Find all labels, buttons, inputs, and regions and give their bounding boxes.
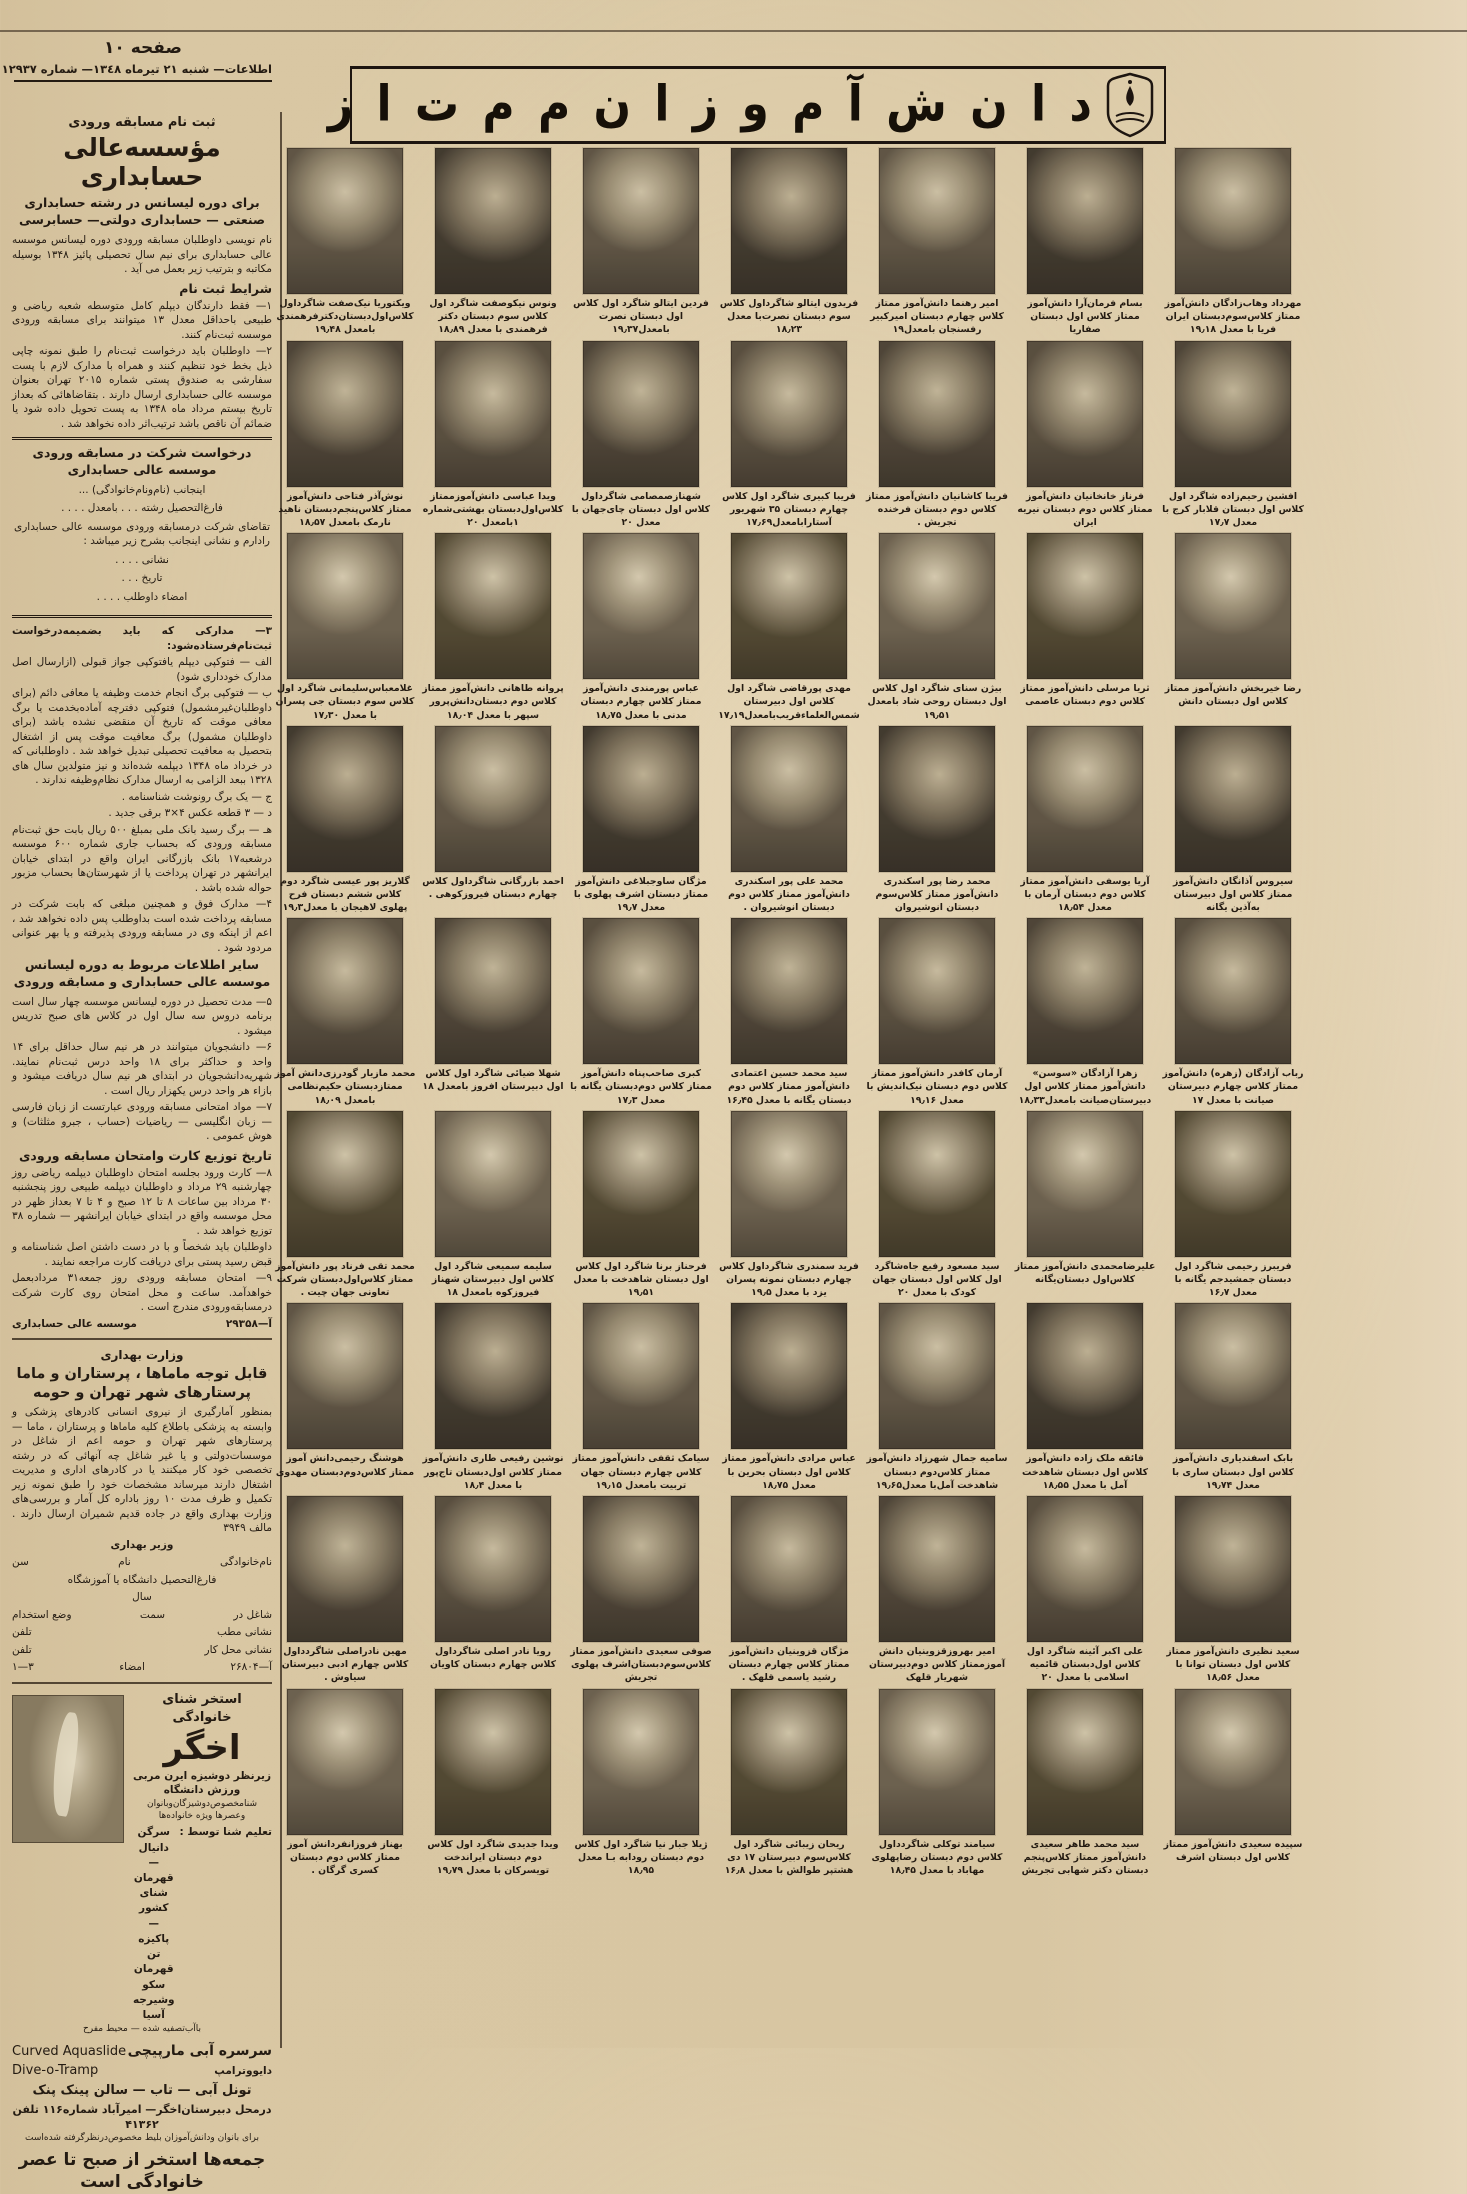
documents-section [12, 624, 272, 1331]
top-rule [0, 30, 1467, 32]
student-caption: هوشنگ رحیمی‌دانش آموز ممتاز کلاس‌دوم‌دبستان مهدوی [275, 1453, 415, 1478]
student-cell [866, 918, 1008, 1107]
form-line: اینجانب (نام‌ونام‌خانوادگی) ... [78, 484, 206, 496]
student-cell [274, 533, 416, 722]
student-photo [1027, 1496, 1143, 1642]
student-cell [1162, 918, 1304, 1107]
student-cell [570, 341, 712, 530]
student-caption: محمد رضا پور اسکندری دانش‌آموز ممتاز کلاس‌سوم دبستان انوشیروان [875, 875, 999, 914]
student-cell [570, 1111, 712, 1300]
info-item: ۸— کارت ورود بجلسه امتحان داوطلبان دیپلمه ریاضی روز چهارشنبه ۲۹ مرداد و داوطلبان دیپلمه طبیعی روز پنجشنبه ۳۰ مرداد بین ساعات ۸ تا ۱۲ صبح و ۴ تا ۷ بعداز ظهر در محل موسسه واقع در ابتدای خیابان ایرانشهر — شماره ۳۸ توزیع خواهد شد . [12, 1166, 272, 1237]
student-cell [1162, 1111, 1304, 1300]
student-caption: ویدا جدیدی شاگرد اول کلاس دوم دبستان ایراندخت تویسرکان با معدل ۱۹٫۷۹ [427, 1838, 559, 1876]
student-photo [879, 1303, 995, 1449]
student-caption: محمد مازیار گودرزی‌دانش آموز ممتازدبستان حکیم‌نظامی بامعدل ۱۸٫۰۹ [274, 1068, 416, 1106]
student-caption: آریا یوسفی دانش‌آموز ممتاز کلاس دوم دبستان آرمان با معدل ۱۸٫۵۴ [1020, 875, 1150, 914]
student-caption: امیر رهنما دانش‌آموز ممتاز کلاس چهارم دبستان امیرکبیر رفسنجان بامعدل۱۹ [870, 298, 1004, 336]
student-cell [866, 726, 1008, 915]
student-photo [287, 726, 403, 872]
accounting-intro: نام نویسی داوطلبان مسابقه ورودی دوره لیسانس موسسه عالی حسابداری برای نیم سال تحصیلی پائیز ۱۳۴۸ بوسیله مکاتبه و بترتیب زیر بعمل می آید . [12, 234, 272, 276]
student-photo [287, 341, 403, 487]
student-photo [435, 1111, 551, 1257]
student-cell [422, 148, 564, 337]
student-cell [718, 1303, 860, 1492]
student-photo [287, 918, 403, 1064]
form-line: فارغ‌التحصیل رشته . . . بامعدل . . . . [61, 502, 223, 515]
student-cell [866, 1303, 1008, 1492]
student-photo [731, 1689, 847, 1835]
student-photo [583, 1496, 699, 1642]
student-cell [274, 148, 416, 337]
student-photo [583, 533, 699, 679]
student-cell [866, 148, 1008, 337]
student-cell [422, 726, 564, 915]
application-form-box [12, 437, 272, 618]
student-cell [718, 726, 860, 915]
ministry-name: وزارت بهداری [100, 1348, 184, 1363]
document-item: ج — یک برگ رونوشت شناسنامه . [121, 790, 272, 803]
form-field-label: سن [12, 1556, 29, 1569]
student-cell [422, 1689, 564, 1878]
student-photo [879, 148, 995, 294]
student-cell [718, 1111, 860, 1300]
form-field-label: نام‌خانوادگی [219, 1556, 272, 1569]
student-cell [1162, 148, 1304, 337]
document-item: ب — فتوکپی برگ انجام خدمت وظیفه یا معافی دائم (برای داوطلبان‌غیرمشمول) فتوکپی دفترچه آماده‌بخدمت یا برگ معافی موقت که تاریخ آن منقضی نشده باشد (برای داوطلبان مشمول) برگ معافیت موقت پس از اشتغال بتحصیل به معافیت تحصیلی تبدیل خواهد شد . داوطلبانی که در خرداد ماه ۱۳۴۸ دیپلمه شده‌اند و نیز متولدین سال های ۱۳۲۸ ببعد الزامی به ارسال مدارک نظام‌وظیفه ندارند . [12, 687, 272, 787]
student-photo [583, 726, 699, 872]
document-item: ۴— مدارک فوق و همچنین مبلغی که بابت شرکت در مسابقه پرداخت شده است بداوطلب پس داده نخواهد شد ، اعم از اینکه وی در مسابقه ورودی پذیرفته و یا بهر عنوانی مردود شود . [12, 898, 272, 954]
student-caption: ونوس نیکوصفت شاگرد اول کلاس سوم دبستان دکتر فرهمندی با معدل ۱۸٫۸۹ [429, 298, 557, 336]
student-photo [287, 1111, 403, 1257]
page-number: صفحه ۱۰ [104, 38, 182, 58]
condition-item: ۱— فقط دارندگان دیپلم کامل متوسطه شعبه ریاضی و طبیعی باحداقل معدل ۱۳ میتوانند برای مسابقه ورودی موسسه ثبت‌نام کنند. [12, 299, 272, 341]
student-cell [1014, 1303, 1156, 1492]
student-caption: ثریا مرسلی دانش‌آموز ممتاز کلاس دوم دبستان عاصمی [1020, 683, 1150, 708]
student-photo [1027, 1303, 1143, 1449]
student-caption: سلیمه سمیعی شاگرد اول کلاس اول دبیرستان شهناز فیروزکوه بامعدل ۱۸ [431, 1260, 555, 1299]
student-photo [879, 726, 995, 872]
student-cell [718, 1496, 860, 1685]
student-caption: علیرضامحمدی دانش‌آموز ممتاز کلاس‌اول دبستان‌یگانه [1014, 1260, 1156, 1285]
student-caption: افشین رحیم‌زاده شاگرد اول کلاس اول دبستان قلابار کرج با معدل ۱۷٫۷ [1162, 490, 1304, 528]
form-field-label: تلفن [12, 1643, 32, 1656]
conditions-heading: شرایط ثبت نام [179, 280, 272, 296]
student-caption: مژگان ساوجبلاغی دانش‌آموز ممتاز دبستان اشرف پهلوی با معدل ۱۹٫۷ [573, 875, 709, 914]
student-photo [731, 1111, 847, 1257]
form-field-label: نشانی محل کار [204, 1643, 272, 1656]
document-item: هـ — برگ رسید بانک ملی بمبلغ ۵۰۰ ریال بابت حق ثبت‌نام مسابقه ورودی که بحساب جاری شماره ۶۰۰ موسسه درشعبه۱۷ بانک بازرگانی ایران واقع در ابتدای خیابان ایرانشهر در تهران پرداخت یا از شهرستان‌ها بحساب مزبور حواله شده باشد . [12, 823, 272, 894]
student-caption: سید محمد حسین اعتمادی دانش‌آموز ممتاز کلاس دوم دبستان یگانه با معدل ۱۶٫۴۵ [726, 1068, 852, 1106]
student-photo [731, 918, 847, 1064]
student-caption: شهلا ضیائی شاگرد اول کلاس اول دبیرستان افروز بامعدل ۱۸ [422, 1068, 564, 1093]
student-cell [1162, 726, 1304, 915]
student-photo [435, 148, 551, 294]
student-cell [1162, 1496, 1304, 1685]
page-title: د ا ن ش آ م و ز ا ن م م ت ا ز [327, 75, 1092, 133]
divetramp-label-en: Dive-o-Tramp [12, 2062, 99, 2078]
student-photo [583, 148, 699, 294]
student-cell [274, 1111, 416, 1300]
student-caption: نوشین رفیعی طاری دانش‌آموز ممتاز کلاس اول‌دبستان تاج‌پور با معدل ۱۸٫۴ [422, 1453, 564, 1491]
pool-features [12, 2042, 272, 2194]
document-item: الف — فتوکپی دیپلم یافتوکپی جواز قبولی (ازارسال اصل مدارک خودداری شود) [12, 656, 272, 683]
student-photo [1175, 1111, 1291, 1257]
student-cell [1014, 918, 1156, 1107]
student-cell [570, 1689, 712, 1878]
form-field-label: امضاء [119, 1661, 145, 1674]
pool-features-line: تونل آبی — تاب — سالن پینک پنک [32, 2082, 252, 2098]
student-caption: سیامک ثقفی دانش‌آموز ممتاز کلاس چهارم دبستان جهان تربیت بامعدل ۱۹٫۱۵ [572, 1453, 710, 1491]
student-photo [731, 1303, 847, 1449]
accounting-notice [12, 114, 272, 431]
student-photo [1027, 1689, 1143, 1835]
form-line: نشانی . . . . [115, 553, 169, 566]
student-caption: سید مسعود رفیع جاه‌شاگرد اول کلاس اول دبستان جهان کودک با معدل ۲۰ [872, 1260, 1002, 1299]
student-caption: سپیده سعیدی دانش‌آموز ممتاز کلاس اول دبستان اشرف [1163, 1838, 1303, 1863]
student-photo [731, 341, 847, 487]
student-caption: سید محمد طاهر سعیدی دانش‌آموز ممتاز کلاس‌پنجم دبستان دکتر شهابی تجریش [1021, 1838, 1149, 1876]
form-line: امضاء داوطلب . . . . [96, 590, 188, 603]
student-photo [1175, 533, 1291, 679]
akhgar-subtitle: زیرنظر دوشیزه ایرن مربی ورزش دانشگاه [132, 1769, 272, 1797]
student-caption: صوفی سعیدی دانش‌آموز ممتاز کلاس‌سوم‌دبستان‌اشرف پهلوی تجریش [570, 1645, 712, 1684]
health-notice-body: بمنظور آمارگیری از نیروی انسانی کادرهای پزشکی و وابسته به پزشکی باطلاع کلیه ماماها و پرستاران ، ماما — پرستارهای شهر تهران و حومه اعم از شاغل در موسسات‌دولتی و یا غیر شاغل چه آنهائی که در رشته تخصصی خود کار میکنند یا در کادرهای اداری و مدیریت اشتغال دارند میرساند مشخصات خود را طبق نمونه زیر تکمیل و ظرف مدت ۱۰ روز باداره کل آمار و بررسی‌های وزارت بهداری واقع در جاده قدیم شمیران ارسال دارند . مالف ۳۹۴۹ [12, 1406, 273, 1535]
student-cell [422, 533, 564, 722]
student-cell [274, 1303, 416, 1492]
student-cell [718, 533, 860, 722]
student-photo [731, 1496, 847, 1642]
student-photo [1027, 341, 1143, 487]
student-caption: فریدون ایتالو شاگرداول کلاس سوم دبستان نصرت‌با معدل ۱۸٫۲۳ [719, 298, 859, 336]
info-item: ۹— امتحان مسابقه ورودی روز جمعه۳۱ مردادبعمل خواهدآمد. ساعت و محل امتحان روی کارت شرکت درمسابقه‌ورودی مندرج است . [12, 1272, 272, 1314]
student-cell [866, 341, 1008, 530]
student-cell [1162, 341, 1304, 530]
student-photo [1175, 148, 1291, 294]
student-photo [1175, 1496, 1291, 1642]
water-note: باآب‌تصفیه شده — محیط مفرح [82, 2024, 202, 2035]
student-cell [866, 1689, 1008, 1878]
student-photo [435, 726, 551, 872]
student-photo [879, 918, 995, 1064]
student-photo [1027, 726, 1143, 872]
student-caption: امیر بهروزقزوینیان دانش آموزممتاز کلاس دوم‌دبیرستان شهریار قلهک [868, 1645, 1006, 1684]
student-photo [287, 533, 403, 679]
form-line: تاریخ . . . [121, 572, 163, 585]
form-field-label: شاغل در [233, 1608, 272, 1621]
student-photo [287, 148, 403, 294]
section-divider [12, 1682, 272, 1684]
student-caption: بهناز فروزانفردانش آموز ممتاز کلاس دوم دبستان کسری گرگان . [287, 1838, 403, 1876]
form-field-label: تلفن [12, 1626, 32, 1639]
student-caption: ویدا عباسی دانش‌آموزممتاز کلاس‌اول‌دبستان بهشتی‌شماره ۱بامعدل ۲۰ [422, 490, 564, 528]
student-photo [879, 1496, 995, 1642]
student-cell [570, 148, 712, 337]
student-cell [866, 1496, 1008, 1685]
pool-address: درمحل دبیرستان‌اخگر— امیرآباد شماره۱۱۶ تلفن ۴۱۳۶۲ [12, 2102, 272, 2131]
student-caption: زهرا آزادگان «سوسن» دانش‌آموز ممتاز کلاس اول دبیرستان‌صیانت بامعدل۱۸٫۳۳ [1018, 1068, 1152, 1106]
form-field-label: فارغ‌التحصیل دانشگاه یا آموزشگاه [67, 1573, 217, 1586]
student-cell [866, 1111, 1008, 1300]
form-field-label: نام [118, 1556, 131, 1569]
student-photo [731, 726, 847, 872]
student-cell [718, 918, 860, 1107]
student-cell [1162, 1689, 1304, 1878]
students-grid [274, 148, 1304, 1877]
student-caption: نوش‌آذر فتاحی دانش‌آموز ممتاز کلاس‌پنجم‌دبستان ناهید نارمک بامعدل ۱۸٫۵۷ [278, 490, 412, 528]
student-caption: غلامعباس‌سلیمانی شاگرد اول کلاس سوم دبستان جی پسران با معدل ۱۷٫۳۰ [275, 683, 415, 721]
student-photo [583, 1689, 699, 1835]
student-photo [1027, 533, 1143, 679]
student-caption: فریبا کاشانیان دانش‌آموز ممتاز کلاس دوم دبستان فرخنده تجریش . [866, 490, 1008, 528]
student-cell [1014, 1496, 1156, 1685]
student-photo [583, 1303, 699, 1449]
student-caption: محمد تقی فرناد پور دانش‌آموز ممتاز کلاس‌اول‌دبستان شرکت تعاونی جهان چیت . [275, 1260, 415, 1299]
student-caption: عباس مرادی دانش‌آموز ممتاز کلاس اول دبستان بحرین با معدل ۱۸٫۷۵ [722, 1453, 856, 1491]
student-photo [583, 918, 699, 1064]
student-caption: مهین نادراصلی شاگردداول کلاس چهارم ادبی دبیرستان سیاوش . [281, 1645, 409, 1684]
student-caption: مهرداد وهاب‌زادگان دانش‌آموز ممتاز کلاس‌سوم‌دبستان ایران فریا با معدل ۱۹٫۱۸ [1164, 298, 1302, 336]
form-field-label: سمت [139, 1608, 166, 1621]
student-cell [1162, 1303, 1304, 1492]
student-caption: فریبا کبیری شاگرد اول کلاس چهارم دبستان ۳۵ شهریور آستارابامعدل۱۷٫۶۹ [722, 490, 856, 528]
student-caption: سعید نظیری دانش‌آموز ممتاز کلاس اول دبستان توانا با معدل ۱۸٫۵۶ [1166, 1645, 1300, 1684]
student-caption: رضا خیربخش دانش‌آموز ممتاز کلاس اول دبستان دانش [1164, 683, 1302, 708]
student-cell [570, 1496, 712, 1685]
student-caption: فریبرز رحیمی شاگرد اول دبستان جمشیدجم یگانه با معدل ۱۶٫۷ [1174, 1260, 1292, 1299]
student-caption: مهدی پورقاضی شاگرد اول کلاس اول دبیرستان شمس‌العلماءقریب‌بامعدل۱۷٫۱۹ [718, 683, 860, 721]
coach-names: سرگن دانیال — قهرمان شنای کشور — پاکیزه تن قهرمان سکو وشیرجه آسیا [132, 1826, 175, 2021]
student-caption: بابک اسفندیاری دانش‌آموز کلاس اول دبستان ساری با معدل ۱۹٫۷۴ [1172, 1453, 1294, 1491]
student-photo [1027, 148, 1143, 294]
akhgar-title: اخگر [163, 1727, 241, 1768]
student-cell [1014, 726, 1156, 915]
student-photo [435, 1303, 551, 1449]
student-cell [866, 533, 1008, 722]
student-photo [879, 341, 995, 487]
student-photo [583, 341, 699, 487]
health-ministry-notice [12, 1347, 272, 1674]
sidebar [12, 112, 273, 2193]
student-photo [287, 1689, 403, 1835]
student-caption: مژگان قزوینیان دانش‌آموز ممتاز کلاس چهارم دبستان رشید یاسمی قلهک . [728, 1645, 850, 1684]
student-photo [1175, 1689, 1291, 1835]
masthead [1, 38, 272, 82]
student-photo [435, 1496, 551, 1642]
application-form-title: درخواست شرکت در مسابقه ورودی موسسه عالی حسابداری [32, 445, 252, 478]
condition-item: ۲— داوطلبان باید درخواست ثبت‌نام را طبق نمونه چاپی ذیل بخط خود تنظیم کنند و همراه با مدارک لازم با پست سفارشی به صندوق پستی شماره ۲۰۱۵ تهران بعنوان موسسه عالی حسابداری ارسال دارند . بتقاضاهائی که بعداز تاریخ بیستم مرداد ماه ۱۳۴۸ به پست تحویل داده شود یا ضمائم آن ناقص باشد ترتیب‌اثر داده نخواهد شد . [12, 345, 273, 430]
student-photo [731, 533, 847, 679]
student-caption: محمد علی پور اسکندری دانش‌آموز ممتاز کلاس دوم دبستان انوشیروان . [728, 875, 850, 914]
student-caption: شهنازصمصامی شاگرداول کلاس اول دبستان چای‌جهان با معدل ۲۰ [571, 490, 711, 528]
student-caption: ژیلا جبار نیا شاگرد اول کلاس دوم دبستان رودابه بـا معدل ۱۸٫۹۵ [574, 1838, 708, 1876]
info-item: ۵— مدت تحصیل در دوره لیسانس موسسه چهار سال است برنامه دروس سه سال اول در کلاس های صبح تدریس میشود . [12, 995, 272, 1037]
accounting-kicker: ثبت نام مسابقه ورودی [68, 115, 216, 130]
student-photo [1175, 918, 1291, 1064]
student-caption: رباب آزادگان (زهره) دانش‌آموز ممتاز کلاس چهارم دبیرستان صیانت با معدل ۱۷ [1162, 1068, 1304, 1106]
student-photo [435, 533, 551, 679]
student-caption: ریحان زیبائی شاگرد اول کلاس‌سوم دبیرستان ۱۷ دی هشتپر طوالش با معدل ۱۶٫۸ [724, 1838, 854, 1876]
info-item: ۶— دانشجویان میتوانند در هر نیم سال حداقل برای ۱۴ واحد و حداکثر برای ۱۸ واحد درس ثبت‌نام نمایند. شهریه‌دانشجویان در ابتدای هر نیم سال دریافت میشود و بازاء هر واحد درس یکهزار ریال است . [12, 1041, 272, 1097]
student-caption: فرحناز برنا شاگرد اول کلاس اول دبستان شاهدخت با معدل ۱۹٫۵۱ [573, 1260, 709, 1299]
student-cell [570, 726, 712, 915]
student-cell [422, 341, 564, 530]
health-notice-title: قابل توجه ماماها ، پرستاران و ماما پرستارهای شهر تهران و حومه [16, 1365, 268, 1401]
student-photo [879, 533, 995, 679]
masthead-rule [14, 80, 272, 82]
student-cell [718, 341, 860, 530]
student-cell [274, 918, 416, 1107]
coach-label: تعلیم شنا توسط : [179, 1826, 272, 1839]
student-caption: گلاریز پور عیسی شاگرد دوم کلاس ششم دبستان فرح پهلوی لاهیجان با معدل۱۹٫۳ [280, 875, 410, 914]
form-field-label: سال [132, 1591, 152, 1604]
student-photo [1175, 726, 1291, 872]
accounting-subtitle: برای دوره لیسانس در رشته حسابداری صنعتی — حسابداری دولتی— حسابرسی [18, 195, 266, 228]
student-caption: سیروس آذانگان دانش‌آموز ممتاز کلاس اول دبیرستان به‌آذین یگانه [1173, 875, 1293, 914]
accounting-title: مؤسسه‌عالی حسابداری [63, 132, 221, 191]
aquaslide-label-fa: سرسره آبی مارپیچی [127, 2042, 272, 2059]
student-cell [422, 1303, 564, 1492]
student-cell [1014, 148, 1156, 337]
waterslide-photo [12, 1695, 124, 1843]
student-caption: بیژن سنای شاگرد اول کلاس اول دبستان روحی شاد بامعدل ۱۹٫۵۱ [867, 683, 1007, 721]
info-item: داوطلبان باید شخصاً و با در دست داشتن اصل شناسنامه و قبض رسید پستی برای دریافت کارت مراجعه نمایند . [12, 1241, 272, 1268]
card-heading: تاریخ توزیع کارت وامتحان مسابقه ورودی [18, 1147, 272, 1163]
student-caption: سیامند توکلی شاگردداول کلاس دوم دبستان رضاپهلوی مهاباد با معدل ۱۸٫۴۵ [871, 1838, 1003, 1876]
student-photo [287, 1303, 403, 1449]
student-photo [1175, 1303, 1291, 1449]
student-cell [274, 1496, 416, 1685]
student-photo [583, 1111, 699, 1257]
student-cell [570, 1303, 712, 1492]
institute-signature: موسسه عالی حسابداری [12, 1317, 137, 1330]
student-caption: علی اکبر آئینه شاگرد اول کلاس اول‌دبستان قائمیه اسلامی با معدل ۲۰ [1026, 1645, 1144, 1684]
documents-intro: ۳— مدارکی که باید بضمیمه‌درخواست ثبت‌نام‌فرستاده‌شود: [12, 625, 272, 652]
student-photo [731, 148, 847, 294]
akhgar-kicker: استخر شنای خانوادگی [162, 1691, 242, 1725]
student-photo [1027, 918, 1143, 1064]
student-caption: ویکتوریا نیک‌صفت شاگرداول کلاس‌اول‌دبستان‌دکترفرهمندی بامعدل ۱۹٫۴۸ [276, 298, 414, 336]
minister-signature: وزیر بهداری [110, 1538, 174, 1551]
student-caption: فائقه ملک زاده دانش‌آموز کلاس اول دبستان شاهدخت آمل با معدل ۱۸٫۵۵ [1022, 1453, 1148, 1491]
health-form [12, 1555, 272, 1674]
form-line: تقاضای شرکت درمسابقه ورودی موسسه عالی حسابداری رادارم و نشانی اینجانب بشرح زیر میباشد : [14, 520, 270, 548]
student-cell [1014, 1689, 1156, 1878]
student-photo [287, 1496, 403, 1642]
student-cell [718, 148, 860, 337]
student-caption: سامیه جمال شهرزاد دانش‌آموز ممتاز کلاس‌دوم دبستان شاهدخت آمل‌با معدل۱۹٫۶۵ [866, 1453, 1008, 1491]
student-cell [422, 1111, 564, 1300]
student-photo [435, 918, 551, 1064]
other-info-heading: سایر اطلاعات مربوط به دوره لیسانس موسسه عالی حسابداری و مسابقه ورودی [13, 957, 271, 989]
akhgar-pool-ad [12, 1691, 272, 2036]
student-cell [718, 1689, 860, 1878]
student-caption: عباس پورمندی دانش‌آموز ممتاز کلاس چهارم دبستان مدنی با معدل ۱۸٫۷۵ [580, 683, 702, 721]
issue-line: اطلاعات— شنبه ۲۱ تیرماه ۱۳٤۸— شماره ۱۲۹۳۷ [1, 62, 272, 76]
document-item: د — ۳ قطعه عکس ۴×۳ برقی جدید . [108, 807, 272, 820]
school-emblem-icon [1102, 72, 1158, 138]
student-photo [879, 1689, 995, 1835]
pool-footer: جمعه‌ها استخر از صبح تا عصر خانوادگی است [18, 2149, 266, 2193]
student-photo [435, 1689, 551, 1835]
student-cell [570, 918, 712, 1107]
student-photo [1175, 341, 1291, 487]
ad-ref-code: آ—۲۹۳۵۸ [225, 1317, 272, 1330]
student-cell [274, 341, 416, 530]
student-cell [570, 533, 712, 722]
student-caption: فرید سمندری شاگرداول کلاس چهارم دبستان نمونه پسران یزد با معدل ۱۹٫۵ [719, 1260, 859, 1299]
student-photo [879, 1111, 995, 1257]
student-cell [422, 1496, 564, 1685]
student-caption: فرناز خانخانیان دانش‌آموز ممتاز کلاس دوم دبستان نیریه ایران [1017, 490, 1153, 528]
student-caption: پروانه طاهانی دانش‌آموز ممتاز کلاس دوم دبستان‌دانش‌پرور سپهر با معدل ۱۸٫۰۴ [422, 683, 564, 721]
student-photo [1027, 1111, 1143, 1257]
divetramp-label-fa: دایووترامپ [214, 2064, 272, 2077]
akhgar-audience-note: شنامخصوص‌دوشیزگان‌وبانوان وعصرها ویژه خانواده‌ها [146, 1798, 258, 1821]
student-cell [422, 918, 564, 1107]
student-caption: کبری صاحب‌پناه دانش‌آموز ممتاز کلاس دوم‌دبستان یگانه با معدل ۱۷٫۳ [570, 1068, 712, 1106]
student-cell [274, 1689, 416, 1878]
form-field-label: ۳—۱ [12, 1661, 34, 1674]
student-cell [1014, 1111, 1156, 1300]
student-photo [435, 341, 551, 487]
student-caption: فردین ایتالو شاگرد اول کلاس اول دبستان نصرت بامعدل۱۹٫۳۷ [573, 298, 709, 336]
title-banner [327, 66, 1166, 144]
student-caption: بسام فرمان‌آرا دانش‌آموز ممتاز کلاس اول دبستان صفاریا [1027, 298, 1143, 336]
ad-ref-code: آ—۲۶۸۰۴ [230, 1661, 272, 1674]
form-field-label: نشانی مطب [216, 1626, 272, 1639]
ticket-note: برای بانوان ودانش‌آموزان بلیط مخصوص‌درنظرگرفته شده‌است [25, 2133, 259, 2144]
student-caption: احمد بازرگانی شاگرداول کلاس چهارم دبستان فیروزکوهی . [422, 875, 564, 900]
student-cell [1014, 341, 1156, 530]
student-cell [1014, 533, 1156, 722]
student-cell [1162, 533, 1304, 722]
section-divider [12, 1338, 272, 1340]
aquaslide-label-en: Curved Aquaslide [12, 2043, 127, 2059]
student-cell [274, 726, 416, 915]
info-item: ۷— مواد امتحانی مسابقه ورودی عبارتست از زبان فارسی — زبان انگلیسی — ریاضیات (حساب ، جبرو مثلثات) و هوش عمومی . [12, 1101, 272, 1143]
student-caption: رویا نادر اصلی شاگرداول کلاس چهارم دبستان کاویان [429, 1645, 557, 1671]
form-field-label: وضع استخدام [12, 1608, 72, 1621]
student-caption: آرمان کافدر دانش‌آموز ممتاز کلاس دوم دبستان نیک‌اندیش با معدل ۱۹٫۱۶ [866, 1068, 1008, 1106]
